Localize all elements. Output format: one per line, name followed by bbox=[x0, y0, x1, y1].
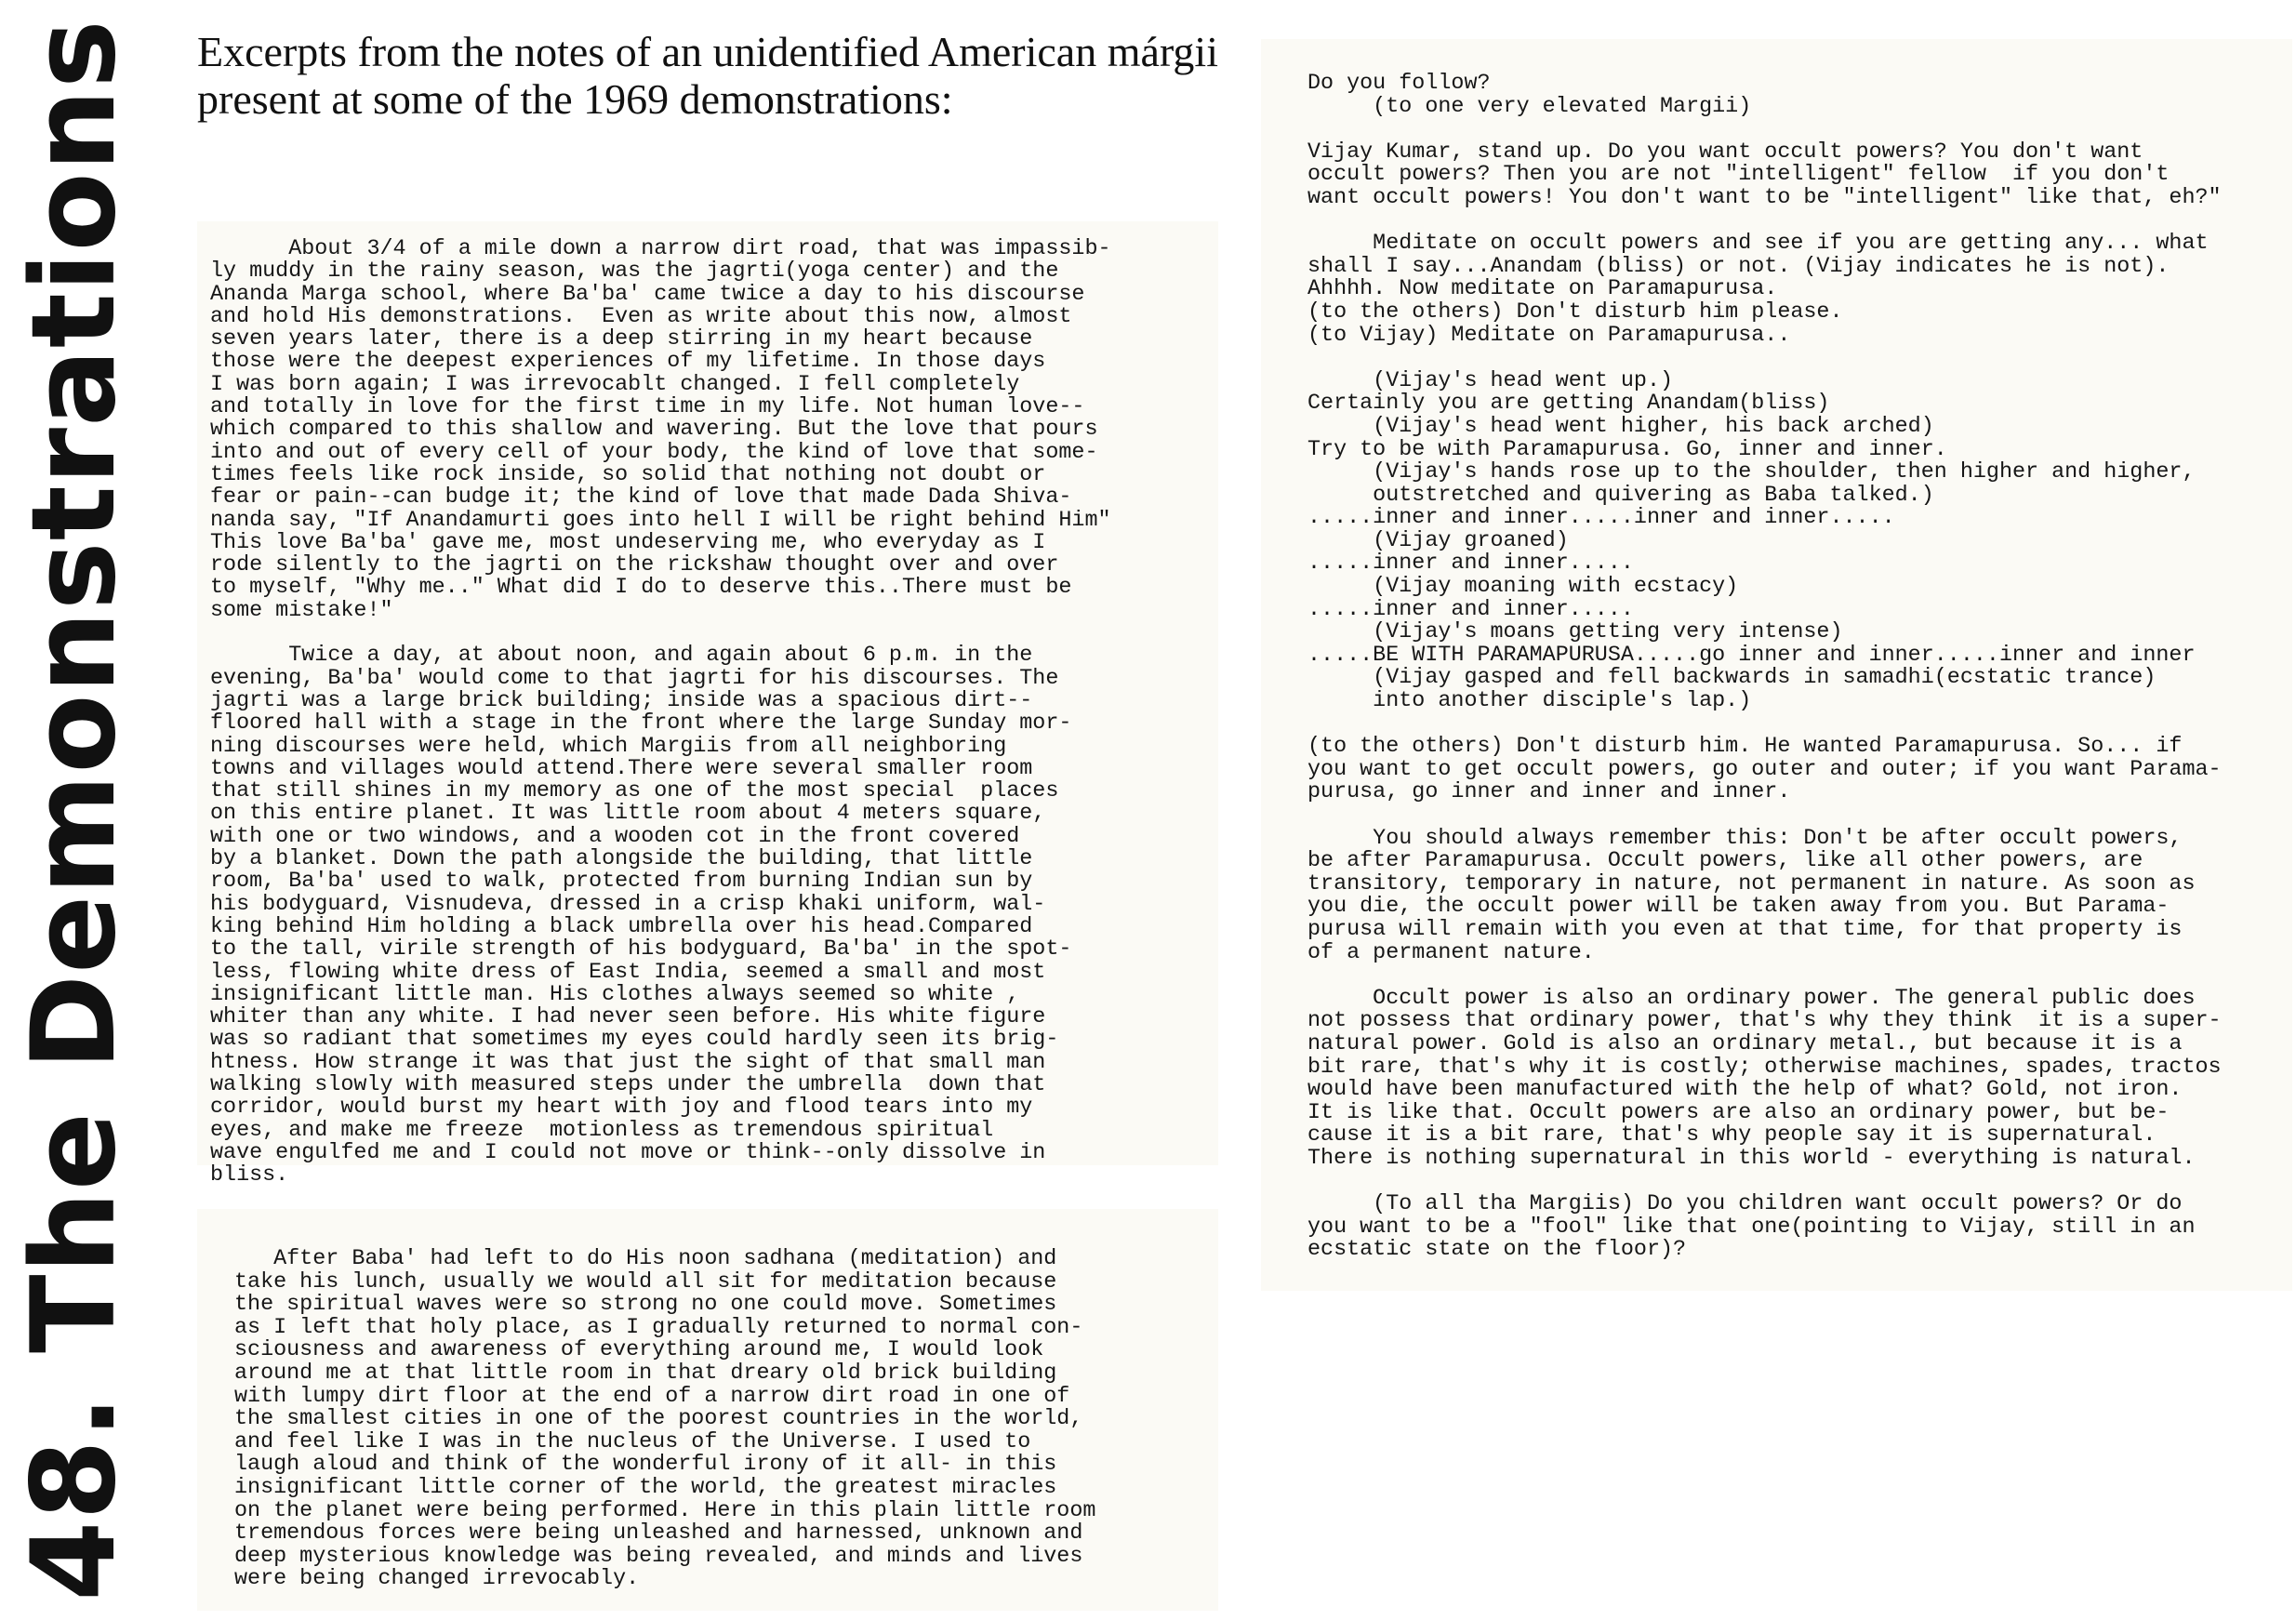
text-line: you want to be a "fool" like that one(pointing to Vijay, still in an bbox=[1307, 1215, 2196, 1240]
text-line: insignificant little corner of the world, the greatest miracles bbox=[234, 1475, 1057, 1500]
text-line: to myself, "Why me.." What did I do to deserve this..There must be bbox=[210, 576, 1072, 601]
text-line: (To all tha Margiis) Do you children want occult powers? Or do bbox=[1307, 1192, 2183, 1217]
text-line: and totally in love for the first time in my life. Not human love-- bbox=[210, 395, 1085, 420]
text-line bbox=[1307, 804, 2222, 828]
text-line: corridor, would burst my heart with joy and flood tears into my bbox=[210, 1095, 1033, 1121]
text-line: Ahhhh. Now meditate on Paramapurusa. bbox=[1307, 277, 1778, 302]
text-line: After Baba' had left to do His noon sadhana (meditation) and bbox=[234, 1247, 1057, 1271]
text-line: on this entire planet. It was little room about 4 meters square, bbox=[210, 802, 1046, 827]
text-line: bit rare, that's why it is costly; otherwise machines, spades, tractos bbox=[1307, 1055, 2222, 1080]
text-line: which compared to this shallow and wavering. But the love that pours bbox=[210, 418, 1098, 443]
text-line: insignificant little man. His clothes always seemed so white , bbox=[210, 982, 1020, 1007]
text-line: fear or pain--can budge it; the kind of love that made Dada Shiva- bbox=[210, 485, 1072, 511]
text-line: that still shines in my memory as one of the most special places bbox=[210, 779, 1059, 804]
text-line bbox=[1307, 118, 2222, 141]
text-line: (to Vijay) Meditate on Paramapurusa.. bbox=[1307, 323, 1791, 348]
text-line: occult powers? Then you are not "intelligent" fellow if you don't bbox=[1307, 163, 2170, 188]
text-line: (to the others) Don't disturb him please. bbox=[1307, 299, 1843, 325]
intro-caption: Excerpts from the notes of an unidentified American márgii present at some of the 1969 demonstrations: bbox=[197, 28, 1218, 123]
text-line: (Vijay groaned) bbox=[1307, 528, 1569, 553]
text-line: deep mysterious knowledge was being revealed, and minds and lives bbox=[234, 1544, 1083, 1569]
text-line: ly muddy in the rainy season, was the jagrti(yoga center) and the bbox=[210, 259, 1059, 285]
text-line: you die, the occult power will be taken away from you. But Parama- bbox=[1307, 895, 2170, 920]
text-line: evening, Ba'ba' would come to that jagrti for his discourses. The bbox=[210, 666, 1059, 691]
text-line: towns and villages would attend.There were several smaller room bbox=[210, 756, 1033, 781]
typed-transcript-text bbox=[1307, 73, 2222, 1262]
text-line: king behind Him holding a black umbrella over his head.Compared bbox=[210, 914, 1033, 939]
text-line: and feel like I was in the nucleus of the Universe. I used to bbox=[234, 1429, 1031, 1454]
page-title: 48. The Demonstrations bbox=[7, 19, 141, 1601]
text-line: Certainly you are getting Anandam(bliss) bbox=[1307, 392, 1830, 417]
typed-transcript-panel-right bbox=[1261, 39, 2292, 1291]
text-line: were being changed irrevocably. bbox=[234, 1567, 640, 1592]
text-line: the spiritual waves were so strong no one could move. Sometimes bbox=[234, 1293, 1057, 1318]
text-line: Try to be with Paramapurusa. Go, inner and inner. bbox=[1307, 437, 1947, 462]
text-line bbox=[1307, 964, 2222, 988]
text-line: want occult powers! You don't want to be "intelligent" like that, eh?" bbox=[1307, 185, 2222, 210]
text-line: purusa will remain with you even at that time, for that property is bbox=[1307, 917, 2183, 942]
text-line: sciousness and awareness of everything around me, I would look bbox=[234, 1338, 1044, 1363]
text-line bbox=[1307, 210, 2222, 233]
text-line: This love Ba'ba' gave me, most undeserving me, who everyday as I bbox=[210, 530, 1046, 555]
text-line: be after Paramapurusa. Occult powers, like all other powers, are bbox=[1307, 849, 2143, 874]
text-line: tremendous forces were being unleashed and harnessed, unknown and bbox=[234, 1521, 1083, 1547]
typed-excerpt-panel-bottom-left bbox=[197, 1209, 1218, 1611]
text-line: transitory, temporary in nature, not permanent in nature. As soon as bbox=[1307, 871, 2196, 896]
text-line: would have been manufactured with the help of what? Gold, not iron. bbox=[1307, 1078, 2183, 1103]
text-line: the smallest cities in one of the poorest countries in the world, bbox=[234, 1407, 1083, 1432]
text-line: of a permanent nature. bbox=[1307, 940, 1595, 965]
text-line: Ananda Marga school, where Ba'ba' came twice a day to his discourse bbox=[210, 282, 1085, 307]
text-line: take his lunch, usually we would all sit for meditation because bbox=[234, 1269, 1057, 1295]
text-line: Do you follow? bbox=[1307, 72, 1491, 96]
text-line: wave engulfed me and I could not move or think--only dissolve in bbox=[210, 1140, 1046, 1165]
text-line: (to the others) Don't disturb him. He wanted Paramapurusa. So... if bbox=[1307, 735, 2183, 760]
text-line: nanda say, "If Anandamurti goes into hell I will be right behind Him" bbox=[210, 508, 1111, 533]
text-line: It is like that. Occult powers are also an ordinary power, but be- bbox=[1307, 1100, 2170, 1125]
text-line: those were the deepest experiences of my lifetime. In those days bbox=[210, 350, 1046, 375]
text-line: seven years later, there is a deep stirring in my heart because bbox=[210, 327, 1033, 352]
text-line: some mistake!" bbox=[210, 598, 393, 623]
text-line: rode silently to the jagrti on the rickshaw thought over and over bbox=[210, 553, 1059, 578]
text-line: About 3/4 of a mile down a narrow dirt road, that was impassib- bbox=[210, 237, 1111, 261]
text-line: natural power. Gold is also an ordinary metal., but because it is a bbox=[1307, 1031, 2183, 1056]
text-line: You should always remember this: Don't be after occult powers, bbox=[1307, 826, 2183, 851]
text-line: Meditate on occult powers and see if you are getting any... what bbox=[1307, 232, 2209, 257]
text-line: as I left that holy place, as I gradually returned to normal con- bbox=[234, 1315, 1083, 1340]
text-line: (to one very elevated Margii) bbox=[1307, 94, 1752, 119]
text-line: (Vijay's hands rose up to the shoulder, then higher and higher, bbox=[1307, 460, 2196, 485]
text-line: into and out of every cell of your body, the kind of love that some- bbox=[210, 440, 1098, 465]
text-line: (Vijay gasped and fell backwards in samadhi(ecstatic trance) bbox=[1307, 666, 2157, 691]
typed-excerpt-panel-top-left bbox=[197, 221, 1218, 1188]
text-line: times feels like rock inside, so solid that nothing not doubt or bbox=[210, 462, 1046, 487]
text-line: eyes, and make me freeze motionless as tremendous spiritual bbox=[210, 1118, 994, 1143]
text-line: you want to get occult powers, go outer and outer; if you want Parama- bbox=[1307, 757, 2222, 782]
text-line: on the planet were being performed. Here in this plain little room bbox=[234, 1498, 1096, 1523]
text-line: jagrti was a large brick building; inside was a spacious dirt-- bbox=[210, 688, 1033, 713]
text-line: ecstatic state on the floor)? bbox=[1307, 1238, 1687, 1263]
typed-excerpt-text bbox=[210, 238, 1111, 1187]
text-line: There is nothing supernatural in this world - everything is natural. bbox=[1307, 1146, 2196, 1171]
text-line: around me at that little room in that dreary old brick building bbox=[234, 1361, 1057, 1386]
text-line: his bodyguard, Visnudeva, dressed in a crisp khaki uniform, wal- bbox=[210, 892, 1046, 917]
text-line bbox=[1307, 713, 2222, 737]
text-line: shall I say...Anandam (bliss) or not. (Vijay indicates he is not). bbox=[1307, 254, 2170, 279]
text-line: (Vijay's head went up.) bbox=[1307, 368, 1674, 393]
text-line: was so radiant that sometimes my eyes could hardly seen its brig- bbox=[210, 1028, 1059, 1053]
text-line: htness. How strange it was that just the sight of that small man bbox=[210, 1050, 1046, 1075]
text-line: and hold His demonstrations. Even as write about this now, almost bbox=[210, 304, 1072, 329]
text-line bbox=[1307, 1171, 2222, 1194]
text-line: outstretched and quivering as Baba talked.) bbox=[1307, 483, 1934, 508]
text-line: .....inner and inner..... bbox=[1307, 551, 1634, 577]
text-line: less, flowing white dress of East India, seemed a small and most bbox=[210, 960, 1046, 985]
text-line: walking slowly with measured steps under the umbrella down that bbox=[210, 1072, 1046, 1097]
text-line bbox=[1307, 347, 2222, 370]
text-line: floored hall with a stage in the front where the large Sunday mor- bbox=[210, 711, 1072, 737]
text-line bbox=[210, 622, 1111, 644]
text-line: .....inner and inner..... bbox=[1307, 597, 1634, 622]
text-line: into another disciple's lap.) bbox=[1307, 689, 1752, 714]
text-line: .....BE WITH PARAMAPURUSA.....go inner and inner.....inner and inner bbox=[1307, 643, 2196, 668]
text-line: not possess that ordinary power, that's why they think it is a super- bbox=[1307, 1009, 2222, 1034]
text-line: to the tall, virile strength of his bodyguard, Ba'ba' in the spot- bbox=[210, 937, 1072, 963]
text-line: Vijay Kumar, stand up. Do you want occult powers? You don't want bbox=[1307, 139, 2143, 165]
text-line: (Vijay's head went higher, his back arched) bbox=[1307, 414, 1934, 439]
text-line: .....inner and inner.....inner and inner..... bbox=[1307, 506, 1895, 531]
text-line: (Vijay's moans getting very intense) bbox=[1307, 620, 1843, 645]
text-line: purusa, go inner and inner and inner. bbox=[1307, 780, 1791, 805]
text-line: with one or two windows, and a wooden cot in the front covered bbox=[210, 824, 1020, 849]
text-line: whiter than any white. I had never seen before. His white figure bbox=[210, 1005, 1046, 1030]
text-line: Occult power is also an ordinary power. The general public does bbox=[1307, 986, 2196, 1011]
text-line: room, Ba'ba' used to walk, protected from burning Indian sun by bbox=[210, 870, 1033, 895]
text-line: (Vijay moaning with ecstacy) bbox=[1307, 575, 1739, 600]
text-line: Twice a day, at about noon, and again about 6 p.m. in the bbox=[210, 644, 1033, 669]
text-line: cause it is a bit rare, that's why people say it is supernatural. bbox=[1307, 1123, 2157, 1149]
text-line: ning discourses were held, which Margiis from all neighboring bbox=[210, 734, 1007, 759]
text-line: by a blanket. Down the path alongside the building, that little bbox=[210, 847, 1033, 872]
text-line: laugh aloud and think of the wonderful irony of it all- in this bbox=[234, 1453, 1057, 1478]
text-line: with lumpy dirt floor at the end of a narrow dirt road in one of bbox=[234, 1384, 1070, 1409]
text-line: bliss. bbox=[210, 1163, 289, 1188]
typed-excerpt-text bbox=[234, 1248, 1095, 1591]
text-line: I was born again; I was irrevocablt changed. I fell completely bbox=[210, 372, 1020, 397]
